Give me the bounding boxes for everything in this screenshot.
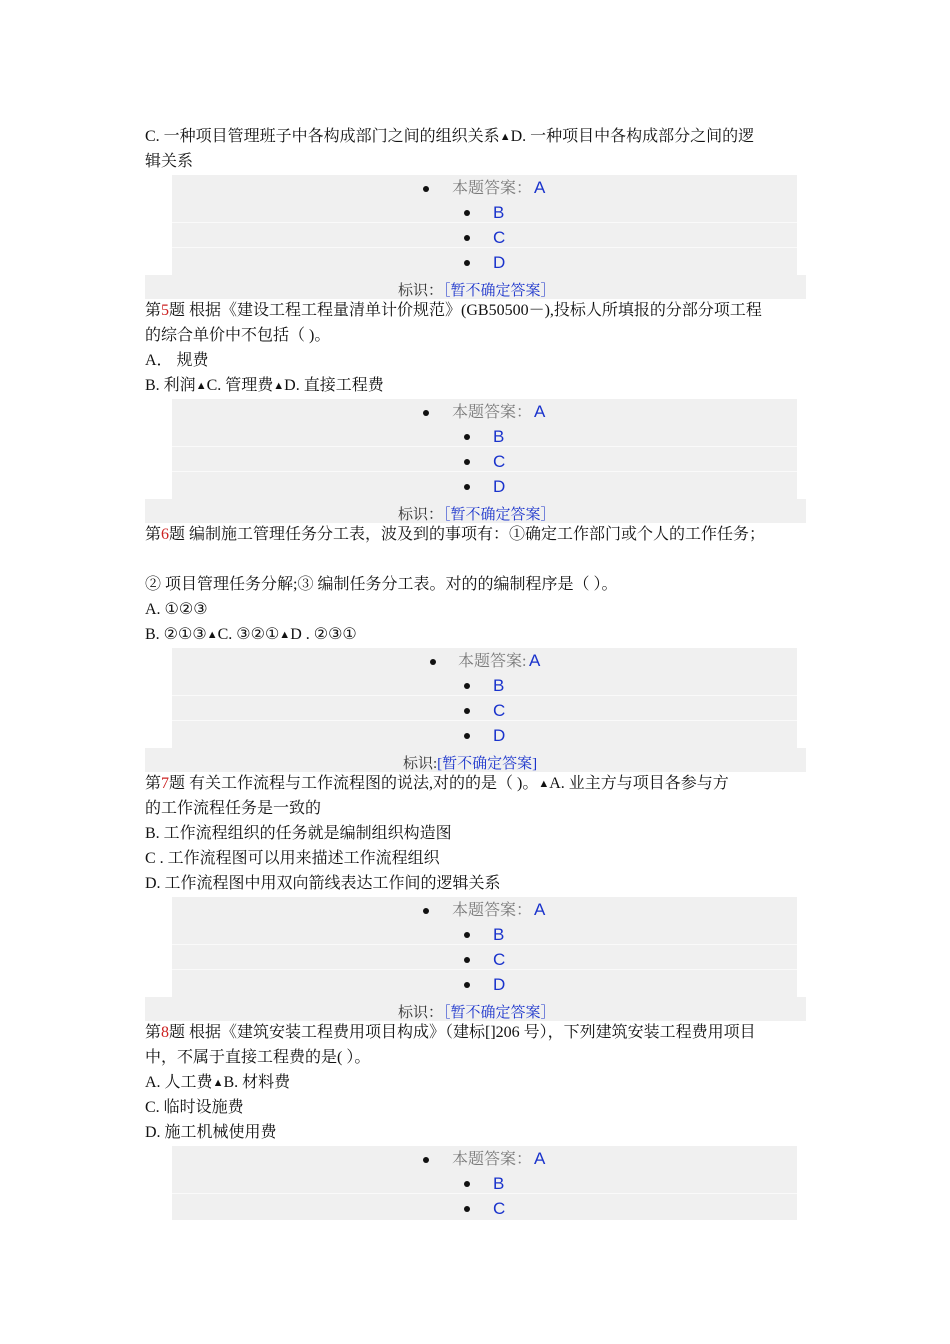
q5-option-bcd <box>145 373 810 399</box>
answer-label: 本题答案： <box>452 180 533 197</box>
bullet-icon <box>464 957 470 963</box>
answer-option-a[interactable]: A <box>534 402 546 421</box>
q8-option-b: B. 材料费 <box>223 1074 291 1091</box>
q5-option-b: B. 利润 <box>145 377 196 394</box>
mark-uncertain-link[interactable]: ［暂不确定答案］ <box>443 1005 556 1021</box>
answer-option-d[interactable]: D <box>493 726 506 745</box>
q8-option-a: A. 人工费 <box>145 1074 213 1091</box>
triangle-icon: ▲ <box>499 131 511 143</box>
answer-option-a[interactable]: A <box>534 900 546 919</box>
bullet-icon <box>423 186 429 192</box>
answer-option-b[interactable]: B <box>493 427 505 446</box>
answer-option-b[interactable]: B <box>493 925 505 944</box>
row-divider <box>172 944 797 945</box>
row-divider <box>172 222 797 223</box>
mark-label: 标识: <box>403 756 438 772</box>
bullet-icon <box>464 708 470 714</box>
triangle-icon: ▲ <box>206 629 218 641</box>
q7-option-a: A. 业主方与项目各参与方 <box>549 775 729 792</box>
answer-box <box>172 1146 797 1220</box>
bullet-icon <box>464 932 470 938</box>
q4-option-d-continuation: 辑关系 <box>145 153 194 170</box>
mark-label: 标识： <box>398 507 444 523</box>
answer-label: 本题答案: <box>458 653 527 670</box>
row-divider <box>172 446 797 447</box>
mark-label: 标识： <box>398 1005 444 1021</box>
question-number: 8 <box>161 1024 170 1041</box>
question-number: 7 <box>161 775 170 792</box>
mark-uncertain-link[interactable]: [暂不确定答案] <box>437 756 538 772</box>
q7-option-b: B. 工作流程组织的任务就是编制组织构造图 <box>145 825 452 842</box>
answer-box <box>172 175 797 275</box>
bullet-icon <box>464 235 470 241</box>
q6-option-c: C. ③②① <box>217 626 280 643</box>
mark-uncertain-link[interactable]: ［暂不确定答案］ <box>443 507 556 523</box>
answer-option-a[interactable]: A <box>534 1149 546 1168</box>
q6-option-b: B. ②①③ <box>145 626 207 643</box>
q7-stem-line2: 的工作流程任务是一致的 <box>145 800 322 817</box>
answer-label: 本题答案： <box>452 902 533 919</box>
answer-option-c[interactable]: C <box>493 950 506 969</box>
row-divider <box>172 247 797 248</box>
answer-label: 本题答案： <box>452 1151 533 1168</box>
q5-option-c: C. 管理费 <box>206 377 274 394</box>
triangle-icon: ▲ <box>273 380 285 392</box>
q6-option-a: A. ①②③ <box>145 601 208 618</box>
question-number: 6 <box>161 526 170 543</box>
q5-option-d: D. 直接工程费 <box>284 377 384 394</box>
mark-label: 标识： <box>398 283 444 299</box>
answer-option-d[interactable]: D <box>493 253 506 272</box>
bullet-icon <box>464 683 470 689</box>
q8-option-ab <box>145 1070 810 1096</box>
q8-option-d: D. 施工机械使用费 <box>145 1124 277 1141</box>
q8-option-c: C. 临时设施费 <box>145 1099 244 1116</box>
bullet-icon <box>464 982 470 988</box>
bullet-icon <box>464 260 470 266</box>
bullet-icon <box>464 1206 470 1212</box>
question-prefix: 第 <box>145 1024 162 1041</box>
bullet-icon <box>464 733 470 739</box>
q8-stem-text: 题 根据《建筑安装工程费用项目构成》（建标[]206 号），下列建筑安装工程费用项目 <box>169 1024 756 1041</box>
q4-option-d-text: D. 一种项目中各构成部分之间的逻 <box>510 128 755 145</box>
q5-stem-line2: 的综合单价中不包括（ )。 <box>145 327 331 344</box>
bullet-icon <box>423 1157 429 1163</box>
answer-option-a[interactable]: A <box>534 178 546 197</box>
q4-option-c-text: C. 一种项目管理班子中各构成部门之间的组织关系 <box>145 128 500 145</box>
q5-stem-text: 题 根据《建设工程工程量清单计价规范》(GB50500－),投标人所填报的分部分项工程 <box>169 302 762 319</box>
triangle-icon: ▲ <box>212 1077 224 1089</box>
answer-box <box>172 648 797 748</box>
q7-stem-line1 <box>145 771 810 797</box>
triangle-icon: ▲ <box>538 778 550 790</box>
bullet-icon <box>464 484 470 490</box>
question-prefix: 第 <box>145 526 162 543</box>
answer-box <box>172 897 797 997</box>
triangle-icon: ▲ <box>279 629 291 641</box>
question-number: 5 <box>161 302 170 319</box>
answer-box <box>172 399 797 499</box>
answer-option-a[interactable]: A <box>529 651 541 670</box>
answer-option-b[interactable]: B <box>493 203 505 222</box>
row-divider <box>172 695 797 696</box>
q7-option-c: C . 工作流程图可以用来描述工作流程组织 <box>145 850 440 867</box>
row-divider <box>172 720 797 721</box>
answer-option-d[interactable]: D <box>493 477 506 496</box>
q7-stem-text: 题 有关工作流程与工作流程图的说法,对的的是（ )。 <box>169 775 539 792</box>
mark-uncertain-link[interactable]: ［暂不确定答案］ <box>443 283 556 299</box>
answer-option-c[interactable]: C <box>493 1199 506 1218</box>
bullet-icon <box>464 434 470 440</box>
q6-stem-text: 题 编制施工管理任务分工表，波及到的事项有：①确定工作部门或个人的工作任务； <box>169 526 766 543</box>
answer-option-c[interactable]: C <box>493 452 506 471</box>
triangle-icon: ▲ <box>195 380 207 392</box>
row-divider <box>172 1193 797 1194</box>
q6-stem-line2: ② 项目管理任务分解;③ 编制任务分工表。对的的编制程序是（ ）。 <box>145 576 618 593</box>
answer-option-b[interactable]: B <box>493 676 505 695</box>
q4-option-cd-line <box>145 124 810 150</box>
q6-stem-line1 <box>145 522 810 547</box>
q7-option-d: D. 工作流程图中用双向箭线表达工作间的逻辑关系 <box>145 875 501 892</box>
bullet-icon <box>430 659 436 665</box>
q6-option-bcd <box>145 622 810 648</box>
q5-option-a: A． 规费 <box>145 352 209 369</box>
q5-stem-line1 <box>145 298 810 323</box>
row-divider <box>172 969 797 970</box>
q8-stem-line1 <box>145 1020 810 1045</box>
bullet-icon <box>464 210 470 216</box>
answer-option-c[interactable]: C <box>493 701 506 720</box>
question-prefix: 第 <box>145 775 162 792</box>
q8-stem-line2: 中，不属于直接工程费的是( ）。 <box>145 1049 371 1066</box>
answer-option-d[interactable]: D <box>493 975 506 994</box>
bullet-icon <box>464 1181 470 1187</box>
bullet-icon <box>464 459 470 465</box>
bullet-icon <box>423 410 429 416</box>
answer-label: 本题答案： <box>452 404 533 421</box>
question-prefix: 第 <box>145 302 162 319</box>
bullet-icon <box>423 908 429 914</box>
answer-option-c[interactable]: C <box>493 228 506 247</box>
row-divider <box>172 471 797 472</box>
answer-option-b[interactable]: B <box>493 1174 505 1193</box>
q6-option-d: D . ②③① <box>290 626 357 643</box>
